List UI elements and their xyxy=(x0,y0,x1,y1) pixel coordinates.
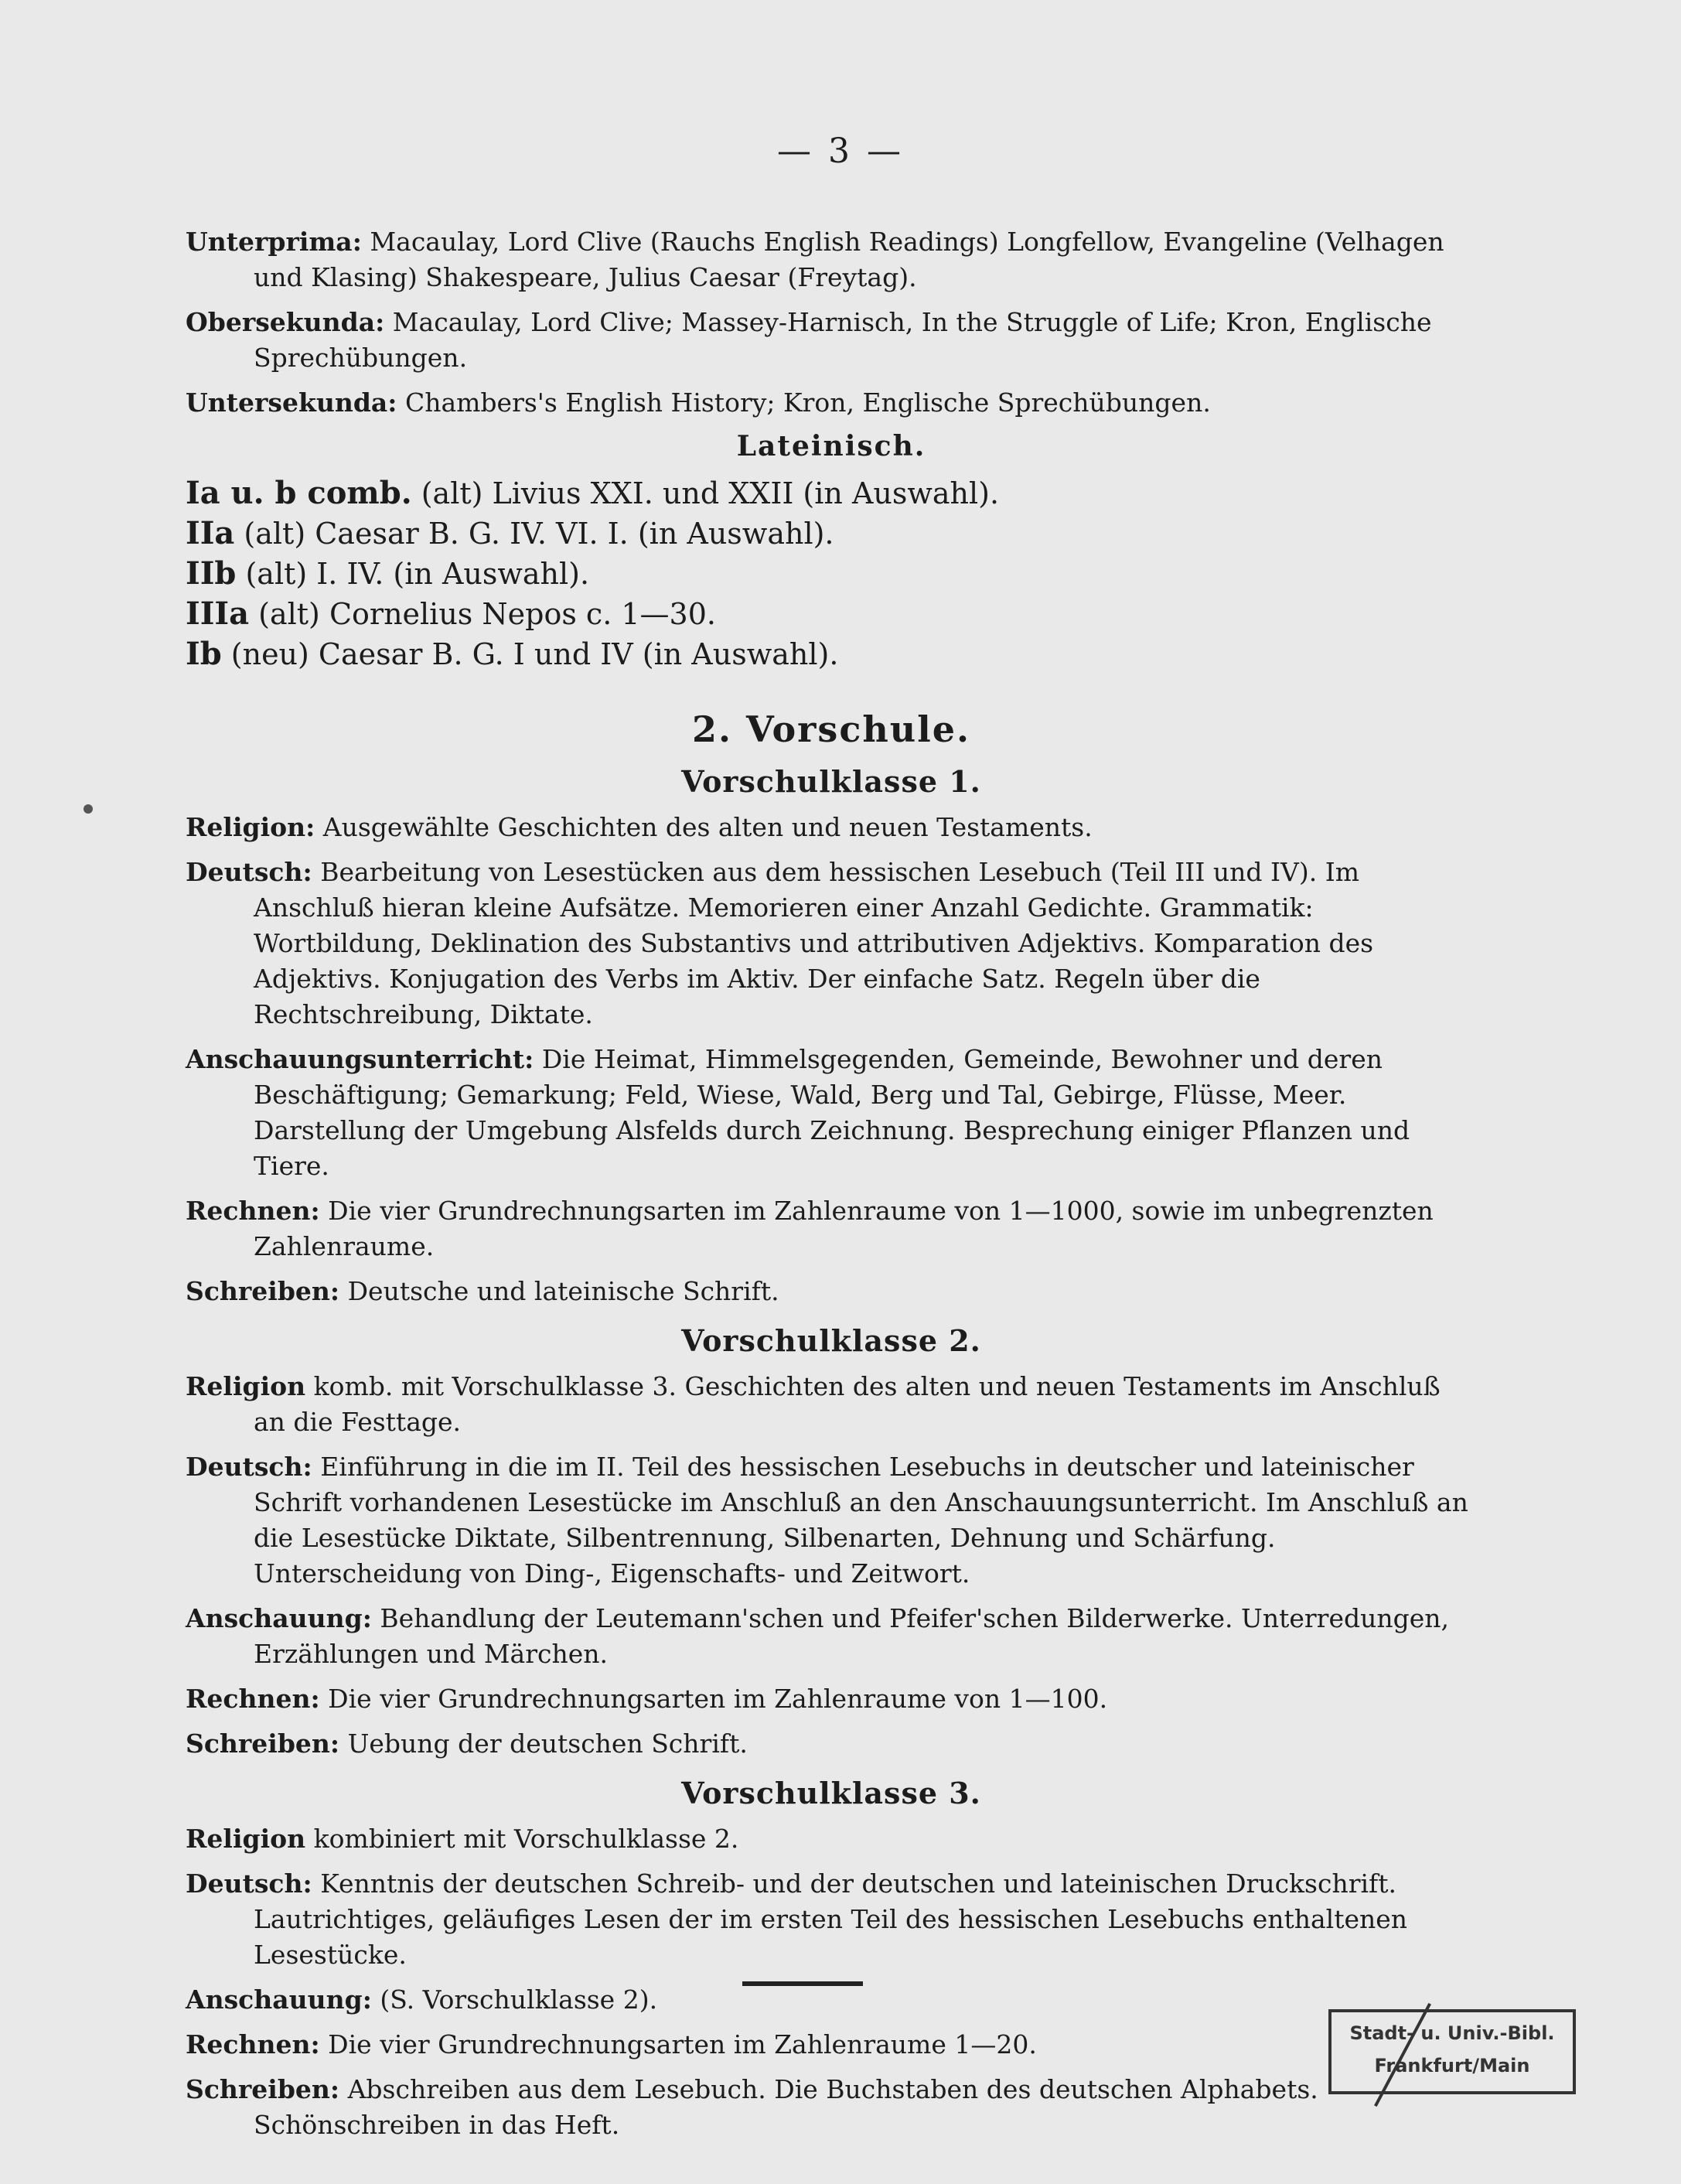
entry-label: Anschauung: xyxy=(186,1603,372,1633)
entry-label: Deutsch: xyxy=(186,1452,312,1482)
klasse3-item xyxy=(186,2072,1477,2143)
entry-label: Religion: xyxy=(186,812,315,842)
entry-text: (alt) Cornelius Nepos c. 1—30. xyxy=(249,597,716,631)
entry-text: (alt) Caesar B. G. IV. VI. I. (in Auswahl). xyxy=(234,517,834,551)
entry-label: Rechnen: xyxy=(186,2029,320,2059)
klasse1-item xyxy=(186,855,1477,1032)
klasse3-item xyxy=(186,1982,1477,2018)
page-number: — 3 — xyxy=(777,131,904,171)
klasse3-item xyxy=(186,1821,1477,1857)
entry-text: (S. Vorschulklasse 2). xyxy=(371,1984,658,2015)
entry-text: Kenntnis der deutschen Schreib- und der deutschen und lateinischen Druckschrift. Lautrichtiges, geläufiges Lesen der im ersten Teil des hessischen Lesebuchs enthaltenen Lesestücke. xyxy=(254,1868,1408,1970)
entry-text: (alt) Livius XXI. und XXII (in Auswahl). xyxy=(411,476,1000,510)
entry-label: Anschauungsunterricht: xyxy=(186,1044,534,1074)
latin-line xyxy=(186,514,1477,554)
entry-label: Schreiben: xyxy=(186,1276,340,1306)
latin-line xyxy=(186,554,1477,594)
entry-label: Deutsch: xyxy=(186,1868,312,1899)
entry-text: Macaulay, Lord Clive (Rauchs English Readings) Longfellow, Evangeline (Velhagen und Klasing) Shakespeare, Julius Caesar (Freytag). xyxy=(254,227,1444,292)
klasse2-item xyxy=(186,1449,1477,1592)
entry-label: Rechnen: xyxy=(186,1196,320,1226)
entry-text: komb. mit Vorschulklasse 3. Geschichten des alten und neuen Testaments im Anschluß an die Festtage. xyxy=(254,1371,1441,1437)
stamp-line-2: Frankfurt/Main xyxy=(1374,2055,1530,2077)
latin-line xyxy=(186,473,1477,514)
entry-label: Rechnen: xyxy=(186,1684,320,1714)
scan-speck xyxy=(84,804,93,814)
entry-label: Schreiben: xyxy=(186,1728,340,1759)
entry-label: Obersekunda: xyxy=(186,307,385,337)
entry-label: Deutsch: xyxy=(186,857,312,887)
klasse1-item xyxy=(186,810,1477,845)
entry-text: (neu) Caesar B. G. I und IV (in Auswahl). xyxy=(221,637,839,671)
klasse3-item xyxy=(186,1866,1477,1973)
entry-text: Ausgewählte Geschichten des alten und neuen Testaments. xyxy=(315,812,1093,842)
klasse3-heading: Vorschulklasse 3. xyxy=(681,1776,981,1810)
entry-text: kombiniert mit Vorschulklasse 2. xyxy=(305,1824,739,1854)
entry-text: Die vier Grundrechnungsarten im Zahlenraume von 1—100. xyxy=(319,1684,1108,1714)
klasse2-item xyxy=(186,1369,1477,1440)
entry-text: Bearbeitung von Lesestücken aus dem hessischen Lesebuch (Teil III und IV). Im Anschluß hieran kleine Aufsätze. Memorieren einer Anzahl Gedichte. Grammatik: Wortbildung, Deklination des Substantivs und attributiven Adjektivs. Komparation des Adjektivs. Konjugation des Verbs im Aktiv. Der einfache Satz. Regeln über die Rechtschreibung, Diktate. xyxy=(254,857,1374,1029)
klasse1-item xyxy=(186,1193,1477,1264)
entry-label: Anschauung: xyxy=(186,1984,372,2015)
entry-label: Untersekunda: xyxy=(186,387,397,418)
entry-text: Abschreiben aus dem Lesebuch. Die Buchstaben des deutschen Alphabets. Schönschreiben in das Heft. xyxy=(254,2074,1318,2140)
entry-text: Macaulay, Lord Clive; Massey-Harnisch, In the Struggle of Life; Kron, Englische Sprechübungen. xyxy=(254,307,1432,373)
klasse1-item xyxy=(186,1274,1477,1309)
entry-text: Die Heimat, Himmelsgegenden, Gemeinde, Bewohner und deren Beschäftigung; Gemarkung; Feld, Wiese, Wald, Berg und Tal, Gebirge, Flüsse, Meer. Darstellung der Umgebung Alsfelds durch Zeichnung. Besprechung einiger Pflanzen und Tiere. xyxy=(254,1044,1410,1181)
entry-text: Einführung in die im II. Teil des hessischen Lesebuchs in deutscher und lateinischer Schrift vorhandenen Lesestücke im Anschluß an den Anschauungsunterricht. Im Anschluß an die Lesestücke Diktate, Silbentrennung, Silbenarten, Dehnung und Schärfung. Unterscheidung von Ding-, Eigenschafts- und Zeitwort. xyxy=(254,1452,1468,1589)
english-unterprima xyxy=(186,224,1477,295)
english-obersekunda xyxy=(186,305,1477,376)
entry-text: Uebung der deutschen Schrift. xyxy=(339,1728,748,1759)
entry-label: Ia u. b comb. xyxy=(186,475,412,511)
entry-label: IIIa xyxy=(186,595,250,632)
section-heading: 2. Vorschule. xyxy=(692,708,970,750)
entry-label: IIa xyxy=(186,515,235,551)
entry-text: Behandlung der Leutemann'schen und Pfeifer'schen Bilderwerke. Unterredungen, Erzählungen und Märchen. xyxy=(254,1603,1449,1669)
entry-text: Deutsche und lateinische Schrift. xyxy=(339,1276,779,1306)
entry-label: IIb xyxy=(186,555,237,592)
stamp-line-1: Stadt- u. Univ.-Bibl. xyxy=(1349,2022,1555,2044)
end-rule xyxy=(742,1981,863,1986)
latin-heading: Lateinisch. xyxy=(736,430,926,462)
klasse2-item xyxy=(186,1681,1477,1717)
entry-label: Religion xyxy=(186,1824,306,1854)
english-untersekunda xyxy=(186,385,1477,421)
klasse1-item xyxy=(186,1042,1477,1184)
klasse1-heading: Vorschulklasse 1. xyxy=(681,764,981,799)
entry-label: Schreiben: xyxy=(186,2074,340,2104)
page-content xyxy=(186,224,1477,2152)
entry-text: Chambers's English History; Kron, Englische Sprechübungen. xyxy=(397,387,1211,418)
entry-label: Ib xyxy=(186,636,222,672)
entry-label: Unterprima: xyxy=(186,227,362,257)
klasse2-item xyxy=(186,1601,1477,1672)
entry-text: Die vier Grundrechnungsarten im Zahlenraume von 1—1000, sowie im unbegrenzten Zahlenraume. xyxy=(254,1196,1434,1261)
library-stamp xyxy=(1328,2009,1576,2094)
entry-text: (alt) I. IV. (in Auswahl). xyxy=(236,557,590,591)
klasse2-item xyxy=(186,1726,1477,1762)
entry-text: Die vier Grundrechnungsarten im Zahlenraume 1—20. xyxy=(319,2029,1037,2059)
klasse3-item xyxy=(186,2027,1477,2063)
latin-line xyxy=(186,594,1477,634)
entry-label: Religion xyxy=(186,1371,306,1401)
latin-line xyxy=(186,634,1477,674)
klasse2-heading: Vorschulklasse 2. xyxy=(681,1323,981,1358)
